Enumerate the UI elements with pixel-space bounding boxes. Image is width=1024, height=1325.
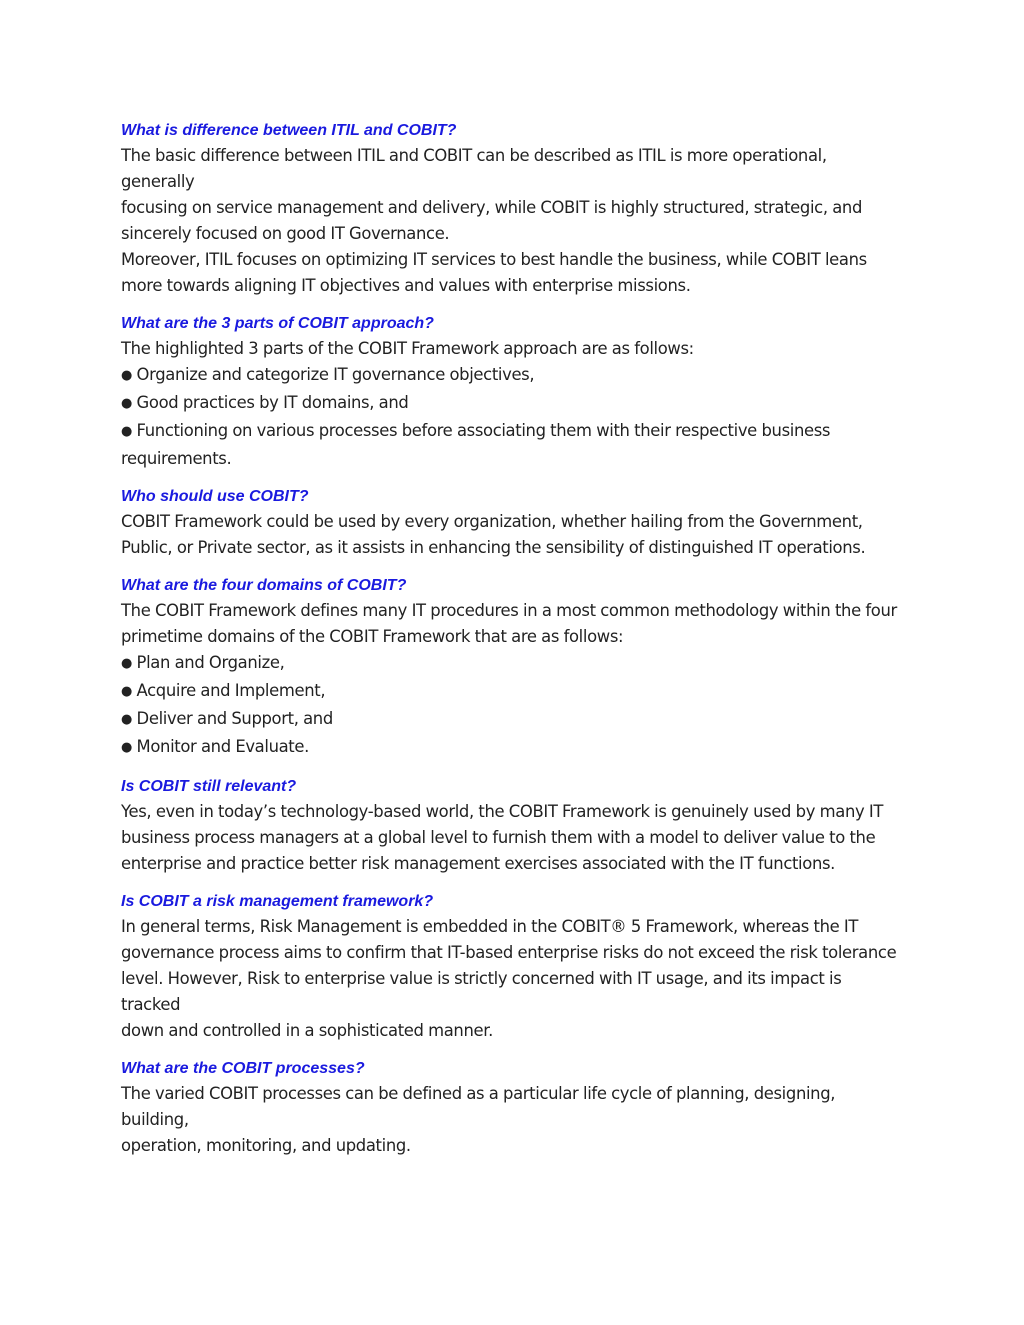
question-heading: What are the four domains of COBIT? [121, 577, 407, 594]
bullet-item [121, 362, 901, 390]
bullet-text: Plan and Organize, [132, 653, 285, 672]
bullet-dot-icon: ● [121, 712, 132, 727]
bullet-item [121, 418, 901, 446]
bullet-text: Good practices by IT domains, and [132, 393, 409, 412]
paragraph-line: sincerely focused on good IT Governance. [121, 224, 450, 243]
faq-section [121, 120, 901, 299]
question-heading: Who should use COBIT? [121, 488, 309, 505]
bullet-dot-icon: ● [121, 396, 132, 411]
paragraph-line: focusing on service management and delivery, while COBIT is highly structured, strategic, and [121, 198, 863, 217]
paragraph-line: Moreover, ITIL focuses on optimizing IT services to best handle the business, while COBIT leans [121, 250, 867, 269]
bullet-item [121, 678, 901, 706]
faq-section [121, 1058, 901, 1159]
question-heading: What are the 3 parts of COBIT approach? [121, 315, 434, 332]
paragraph-line: The varied COBIT processes can be defined as a particular life cycle of planning, designing, building, [121, 1084, 836, 1129]
paragraph-line: enterprise and practice better risk management exercises associated with the IT functions. [121, 854, 836, 873]
bullet-dot-icon: ● [121, 424, 132, 439]
faq-section [121, 313, 901, 472]
paragraph-line: Yes, even in today’s technology-based world, the COBIT Framework is genuinely used by many IT [121, 802, 884, 821]
paragraph-line: COBIT Framework could be used by every organization, whether hailing from the Government, [121, 512, 863, 531]
paragraph-line: The basic difference between ITIL and COBIT can be described as ITIL is more operational, generally [121, 146, 827, 191]
faq-content [121, 120, 901, 1173]
bullet-item [121, 390, 901, 418]
bullet-dot-icon: ● [121, 740, 132, 755]
paragraph-line: business process managers at a global level to furnish them with a model to deliver value to the [121, 828, 876, 847]
paragraph-line: requirements. [121, 449, 232, 468]
faq-section [121, 575, 901, 762]
faq-section [121, 776, 901, 877]
faq-section [121, 486, 901, 561]
bullet-item [121, 706, 901, 734]
bullet-dot-icon: ● [121, 684, 132, 699]
paragraph-line: The COBIT Framework defines many IT procedures in a most common methodology within the four [121, 601, 897, 620]
paragraph-line: governance process aims to confirm that IT-based enterprise risks do not exceed the risk tolerance [121, 943, 897, 962]
paragraph-line: more towards aligning IT objectives and values with enterprise missions. [121, 276, 691, 295]
paragraph-line: level. However, Risk to enterprise value is strictly concerned with IT usage, and its impact is tracked [121, 969, 842, 1014]
bullet-text: Deliver and Support, and [132, 709, 333, 728]
bullet-dot-icon: ● [121, 656, 132, 671]
bullet-text: Organize and categorize IT governance objectives, [132, 365, 535, 384]
bullet-text: Functioning on various processes before associating them with their respective business [132, 421, 831, 440]
paragraph-line: Public, or Private sector, as it assists in enhancing the sensibility of distinguished IT operations. [121, 538, 866, 557]
question-heading: What are the COBIT processes? [121, 1060, 365, 1077]
bullet-dot-icon: ● [121, 368, 132, 383]
bullet-text: Acquire and Implement, [132, 681, 326, 700]
paragraph-line: In general terms, Risk Management is embedded in the COBIT® 5 Framework, whereas the IT [121, 917, 859, 936]
paragraph-line: The highlighted 3 parts of the COBIT Framework approach are as follows: [121, 339, 694, 358]
question-heading: What is difference between ITIL and COBIT? [121, 122, 457, 139]
paragraph-line: down and controlled in a sophisticated manner. [121, 1021, 493, 1040]
paragraph-line: primetime domains of the COBIT Framework that are as follows: [121, 627, 624, 646]
bullet-text: Monitor and Evaluate. [132, 737, 309, 756]
bullet-item [121, 734, 901, 762]
paragraph-line: operation, monitoring, and updating. [121, 1136, 411, 1155]
question-heading: Is COBIT a risk management framework? [121, 893, 434, 910]
bullet-item [121, 650, 901, 678]
faq-section [121, 891, 901, 1044]
question-heading: Is COBIT still relevant? [121, 778, 297, 795]
